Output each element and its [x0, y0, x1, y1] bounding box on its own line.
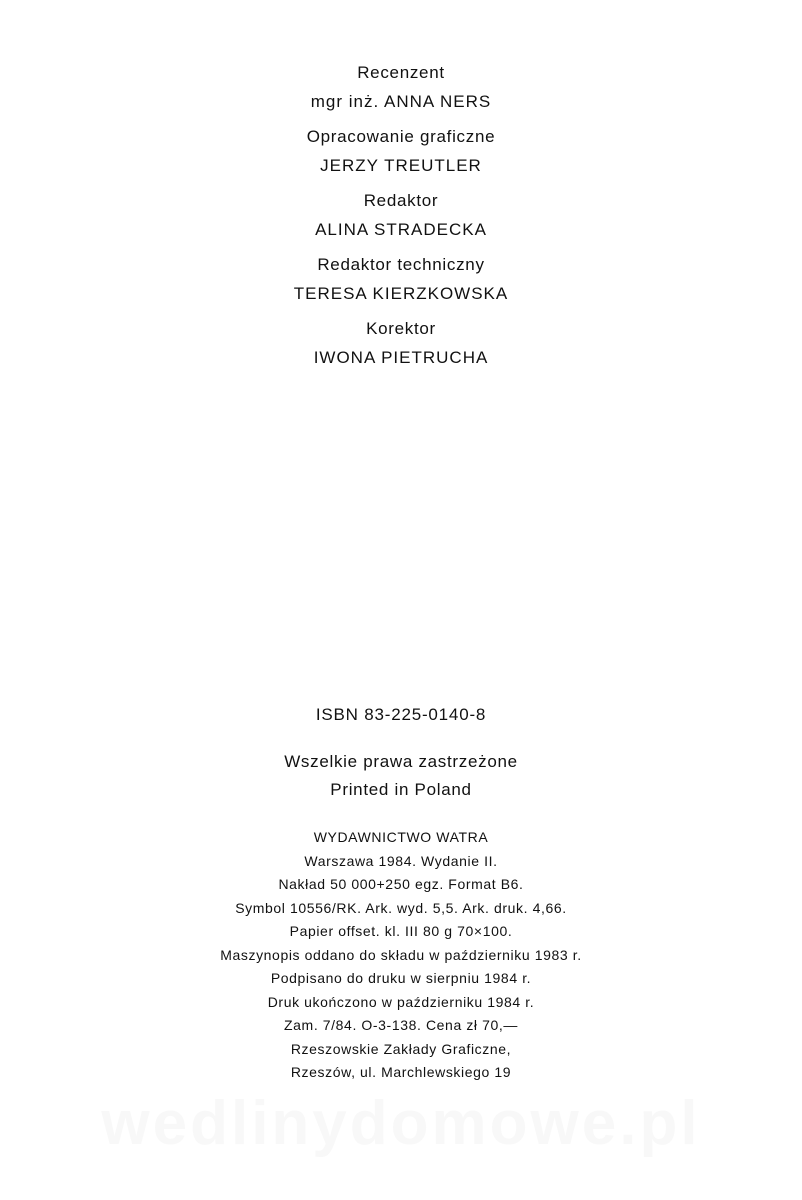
finished-line: Druk ukończono w październiku 1984 r. — [267, 993, 535, 1010]
credit-name: TERESA KIERZKOWSKA — [293, 284, 509, 303]
credit-name: ALINA STRADECKA — [315, 220, 487, 239]
signed-line: Podpisano do druku w sierpniu 1984 r. — [270, 970, 532, 986]
credit-role: Redaktor techniczny — [317, 255, 485, 274]
order-price-line: Zam. 7/84. O-3-138. Cena zł 70,— — [284, 1017, 518, 1033]
watermark-text: wedlinydomowe.pl — [101, 1089, 701, 1158]
credit-graphic-design — [0, 122, 802, 180]
credit-role: Recenzent — [357, 63, 445, 82]
rights-section — [0, 748, 802, 804]
edition-line: Warszawa 1984. Wydanie II. — [304, 852, 498, 869]
publisher-name: WYDAWNICTWO WATRA — [313, 829, 489, 845]
credit-role: Redaktor — [363, 191, 439, 210]
print-run-line: Nakład 50 000+250 egz. Format B6. — [278, 876, 524, 892]
credit-name: mgr inż. ANNA NERS — [310, 92, 492, 111]
credit-role: Korektor — [366, 319, 436, 338]
credit-technical-editor — [0, 250, 802, 308]
rights-reserved: Wszelkie prawa zastrzeżone — [284, 752, 518, 771]
paper-line: Papier offset. kl. III 80 g 70×100. — [289, 923, 513, 939]
credit-name: JERZY TREUTLER — [320, 156, 482, 175]
printer-address: Rzeszów, ul. Marchlewskiego 19 — [290, 1064, 512, 1080]
credit-reviewer — [0, 58, 802, 116]
credit-name: IWONA PIETRUCHA — [313, 348, 489, 367]
credits-section — [0, 58, 802, 378]
credit-editor — [0, 186, 802, 244]
typescript-line: Maszynopis oddano do składu w październiku 1983 r. — [220, 946, 582, 963]
isbn-number: ISBN 83-225-0140-8 — [315, 705, 487, 724]
colophon-section — [0, 826, 802, 1085]
credit-role: Opracowanie graficzne — [306, 127, 496, 146]
symbol-line: Symbol 10556/RK. Ark. wyd. 5,5. Ark. druk. 4,66. — [235, 899, 567, 916]
printer-name: Rzeszowskie Zakłady Graficzne, — [290, 1040, 512, 1057]
credit-proofreader — [0, 314, 802, 372]
printed-in-country: Printed in Poland — [330, 780, 472, 799]
